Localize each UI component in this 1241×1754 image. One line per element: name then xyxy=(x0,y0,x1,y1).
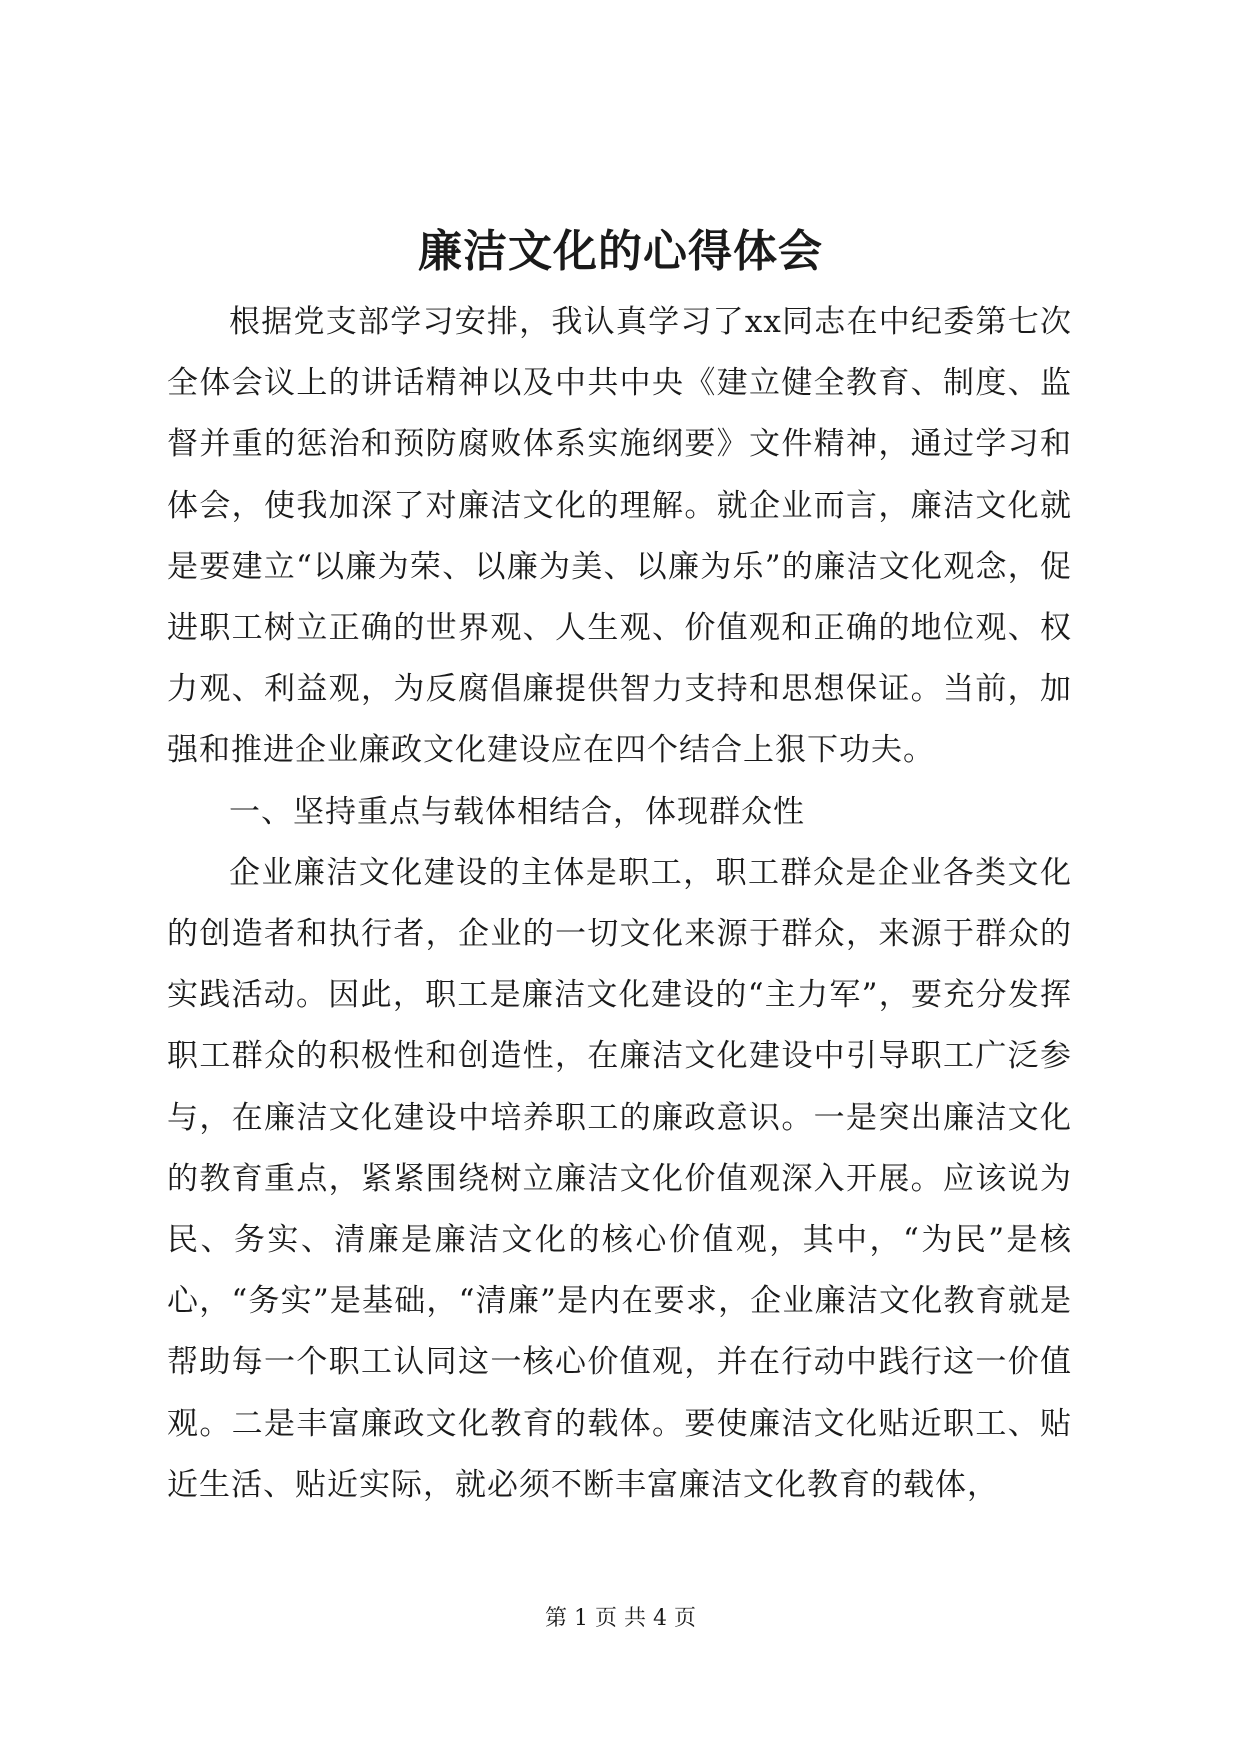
document-title: 廉洁文化的心得体会 xyxy=(418,226,823,277)
page-footer: 第 1 页 共 4 页 xyxy=(545,1606,696,1631)
document-body xyxy=(167,292,1072,1516)
paragraph-intro: 根据党支部学习安排，我认真学习了xx同志在中纪委第七次全体会议上的讲话精神以及中共中央《建立健全教育、制度、监督并重的惩治和预防腐败体系实施纲要》文件精神，通过学习和体会，使我加深了对廉洁文化的理解。就企业而言，廉洁文化就是要建立“以廉为荣、以廉为美、以廉为乐”的廉洁文化观念，促进职工树立正确的世界观、人生观、价值观和正确的地位观、权力观、利益观，为反腐倡廉提供智力支持和思想保证。当前，加强和推进企业廉政文化建设应在四个结合上狠下功夫。 xyxy=(167,304,1072,769)
section-heading-1: 一、坚持重点与载体相结合，体现群众性 xyxy=(229,793,805,830)
paragraph-section-1: 企业廉洁文化建设的主体是职工，职工群众是企业各类文化的创造者和执行者，企业的一切文化来源于群众，来源于群众的实践活动。因此，职工是廉洁文化建设的“主力军”，要充分发挥职工群众的积极性和创造性，在廉洁文化建设中引导职工广泛参与，在廉洁文化建设中培养职工的廉政意识。一是突出廉洁文化的教育重点，紧紧围绕树立廉洁文化价值观深入开展。应该说为民、务实、清廉是廉洁文化的核心价值观，其中，“为民”是核心，“务实”是基础，“清廉”是内在要求，企业廉洁文化教育就是帮助每一个职工认同这一核心价值观，并在行动中践行这一价值观。二是丰富廉政文化教育的载体。要使廉洁文化贴近职工、贴近生活、贴近实际，就必须不断丰富廉洁文化教育的载体， xyxy=(167,854,1072,1503)
